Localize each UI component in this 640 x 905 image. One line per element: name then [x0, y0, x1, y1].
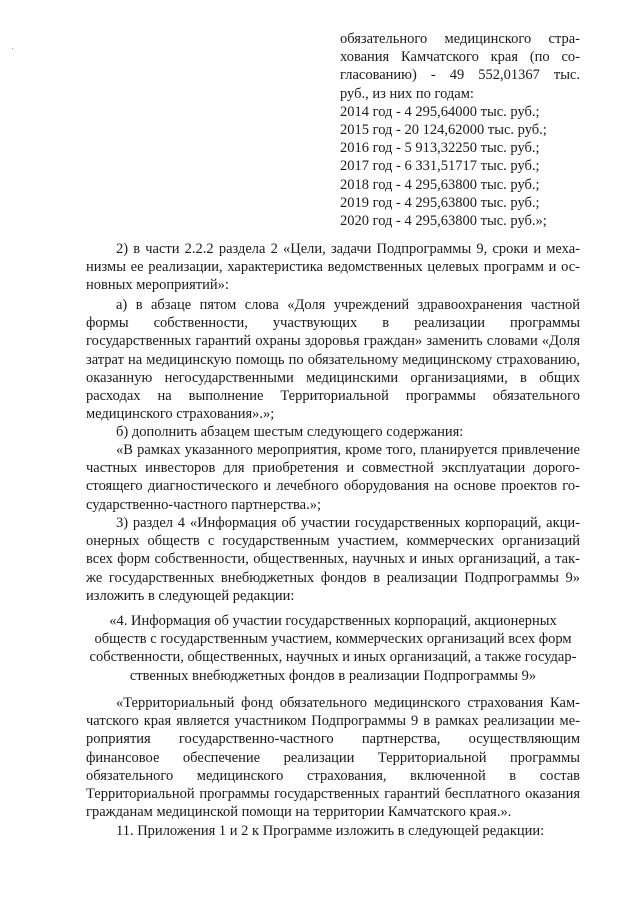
funding-year-line: 2015 год - 20 124,62000 тыс. руб.;	[340, 122, 547, 139]
funding-year-line: 2018 год - 4 295,63800 тыс. руб.;	[340, 176, 540, 193]
funding-year-line: 2016 год - 5 913,32250 тыс. руб.;	[340, 140, 540, 157]
section-4-heading: «4. Информация об участии государственных корпораций, акционерных обществ с государственным участием, коммерческих организаций всех форм собственности, общественных, научных и иных организаций, а также государственных внебюджетных фондов в реализации Подпрограммы 9»	[89, 613, 577, 684]
funding-year-line: 2020 год - 4 295,63800 тыс. руб.»;	[340, 213, 547, 230]
funding-year-line: 2014 год - 4 295,64000 тыс. руб.;	[340, 103, 540, 120]
funding-intro-line: хования Камчатского края (по со-	[340, 49, 580, 66]
funding-intro-line: руб., из них по годам:	[340, 85, 474, 102]
paragraph-subitem-b: б) дополнить абзацем шестым следующего содержания:	[116, 424, 464, 440]
scan-margin-mark	[12, 48, 13, 49]
paragraph-quote-ppp: «В рамках указанного мероприятия, кроме того, планируется привлечение частных инвесторов для приобретения и совместной эксплуатации дорогостоящего диагностического и лечебного оборудования на основе проектов государственно-частного партнерства.»;	[86, 442, 580, 513]
funding-intro-line: гласованию) - 49 552,01367 тыс.	[340, 67, 580, 84]
funding-year-line: 2017 год - 6 331,51717 тыс. руб.;	[340, 158, 540, 175]
funding-year-line: 2019 год - 4 295,63800 тыс. руб.;	[340, 194, 540, 211]
paragraph-item-11: 11. Приложения 1 и 2 к Программе изложить в следующей редакции:	[116, 823, 545, 839]
funding-block	[340, 30, 580, 230]
funding-intro-line: обязательного медицинского стра-	[340, 31, 580, 47]
paragraph-item-3: 3) раздел 4 «Информация об участии государственных корпораций, акционерных обществ с государственным участием, коммерческих организаций всех форм собственности, общественных, научных и иных организаций, а также государственных внебюджетных фондов в реализации Подпрограммы 9» изложить в следующей редакции:	[86, 515, 580, 604]
paragraph-territorial-fund: «Территориальный фонд обязательного медицинского страхования Камчатского края является участником Подпрограммы 9 в рамках реализации мероприятия государственно-частного партнерства, осуществляющим финансовое обеспечение реализации Территориальной программы обязательного медицинского страхования, включенной в состав Территориальной программы государственных гарантий бесплатного оказания гражданам медицинской помощи на территории Камчатского края.».	[86, 695, 580, 821]
paragraph-subitem-a: а) в абзаце пятом слова «Доля учреждений здравоохранения частной формы собственности, участвующих в реализации программы государственных гарантий охраны здоровья граждан» заменить словами «Доля затрат на медицинскую помощь по обязательному медицинскому страхованию, оказанную негосударственными медицинскими организациями, в общих расходах на выполнение Территориальной программы обязательного медицинского страхования».»;	[86, 297, 580, 423]
paragraph-item-2: 2) в части 2.2.2 раздела 2 «Цели, задачи Подпрограммы 9, сроки и механизмы ее реализации, характеристика ведомственных целевых программ и основных мероприятий»:	[86, 241, 580, 294]
